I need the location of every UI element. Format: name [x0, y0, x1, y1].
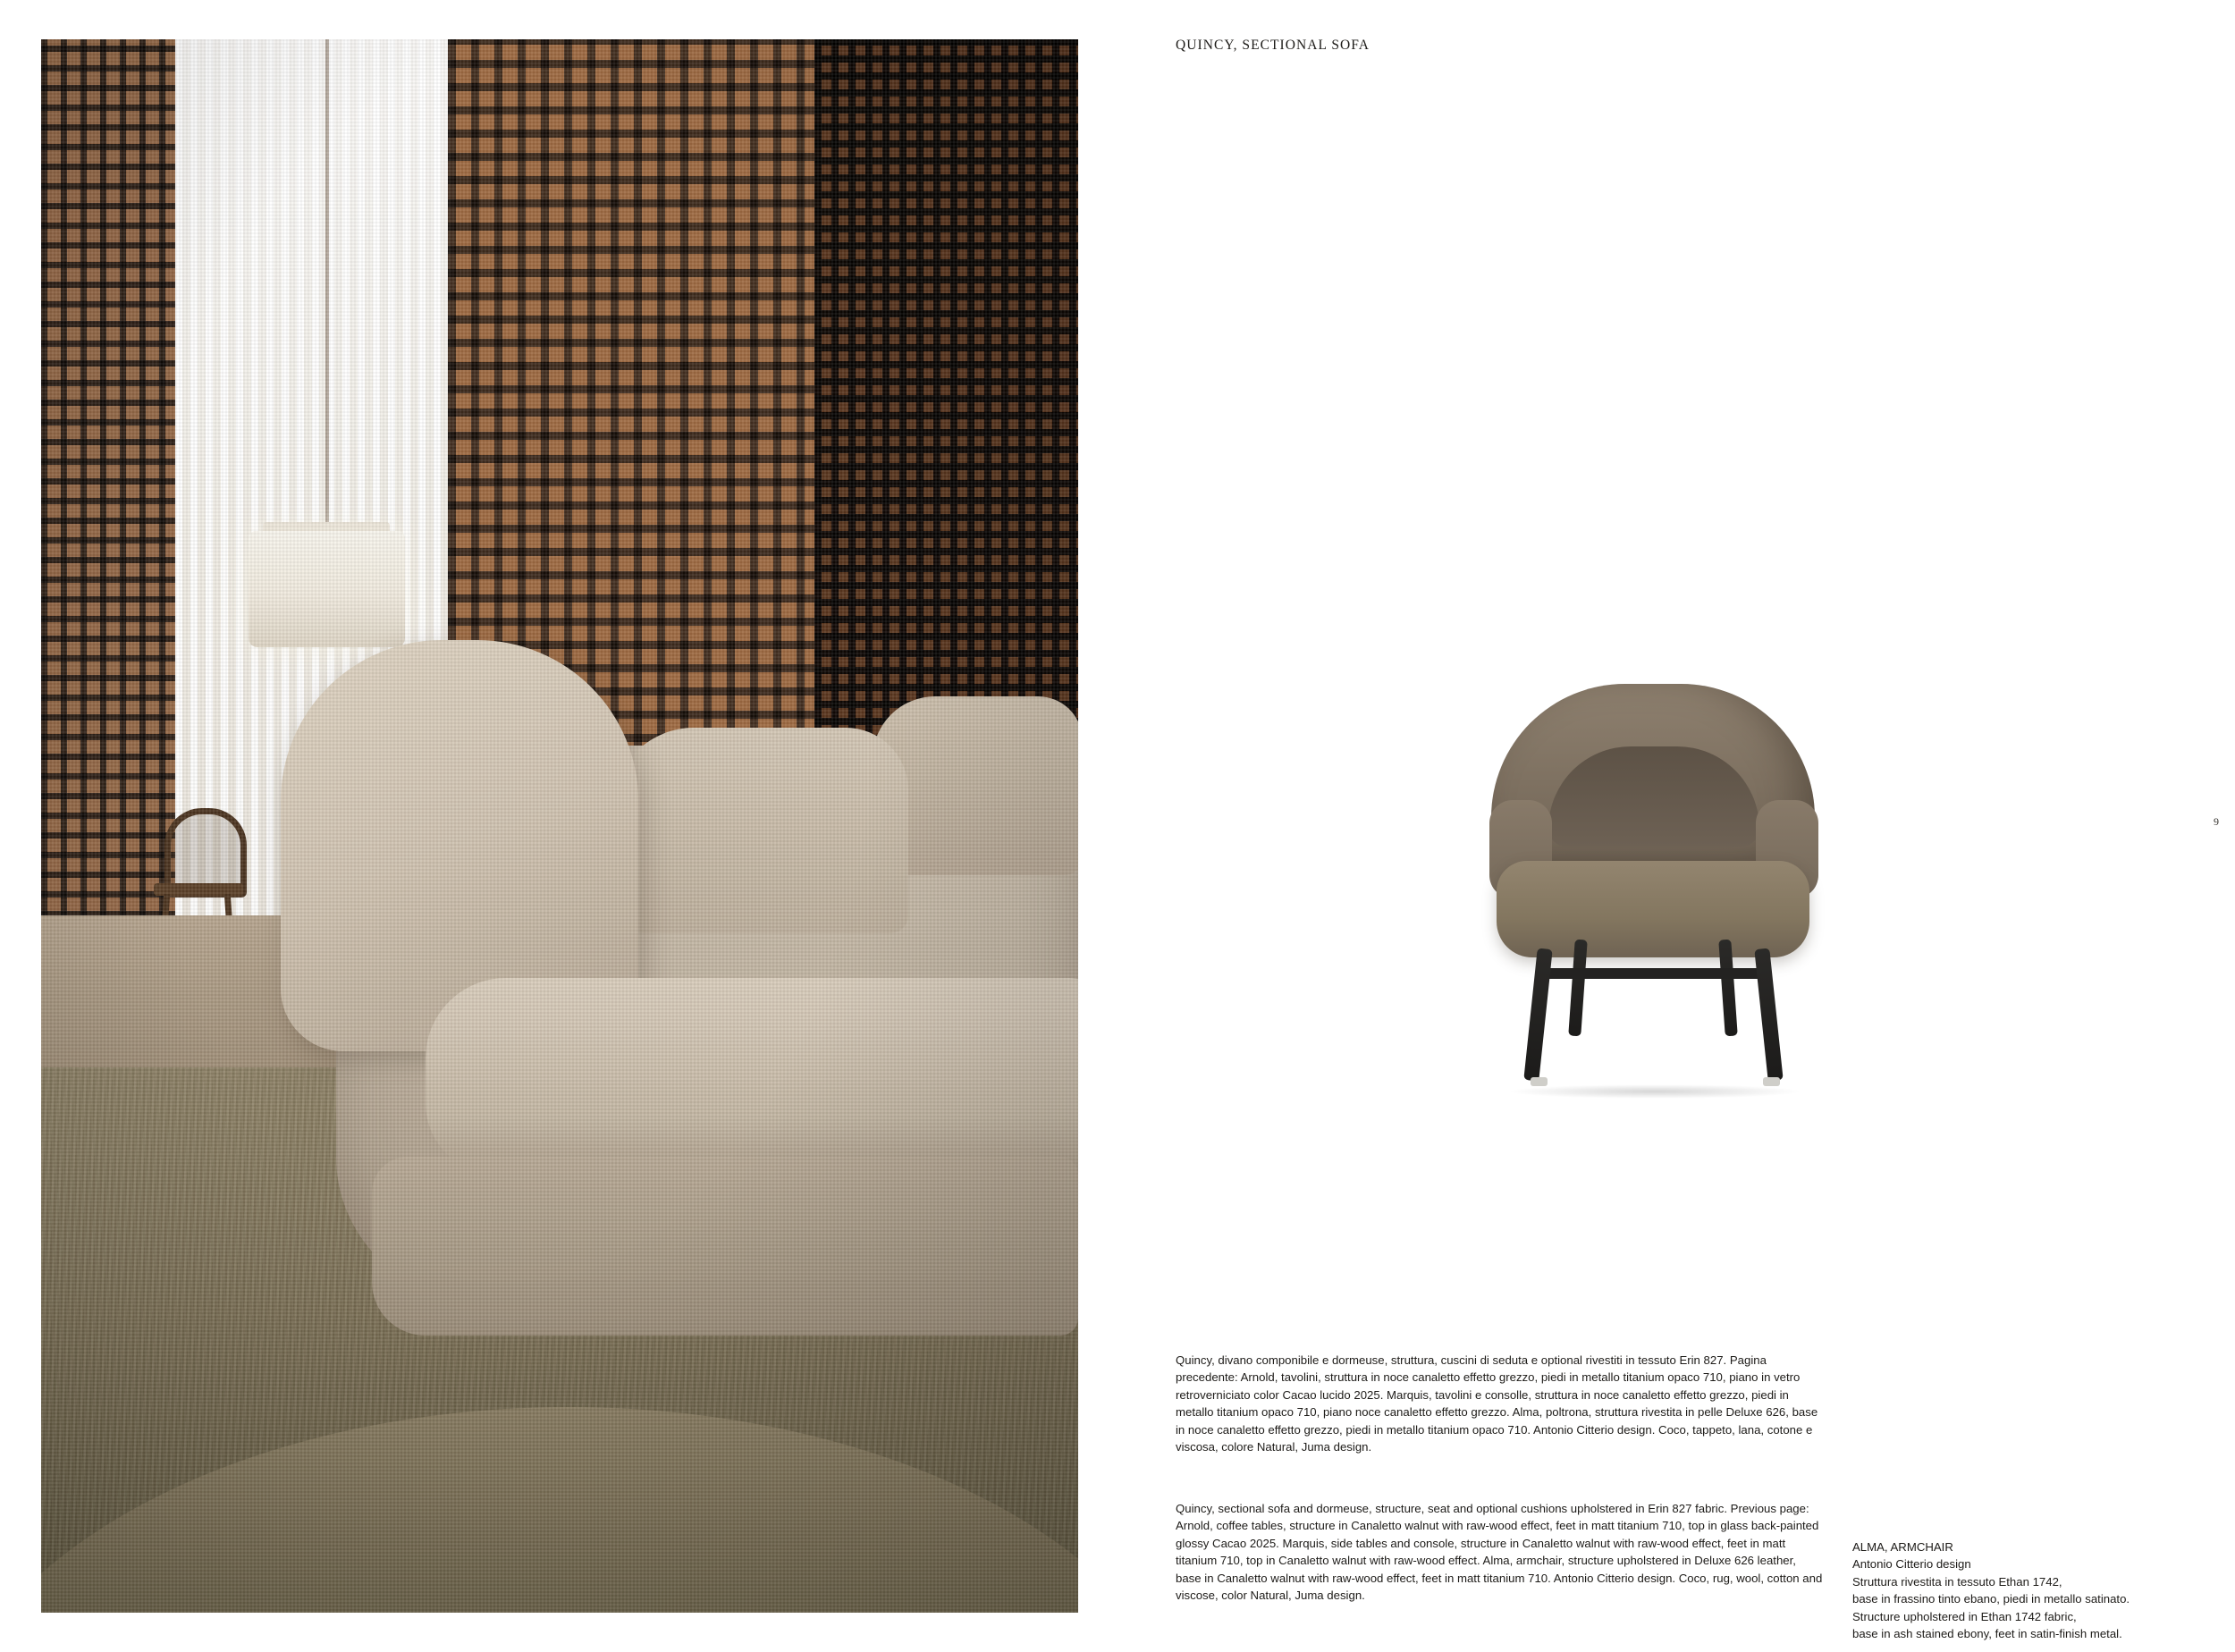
running-head: QUINCY, SECTIONAL SOFA [1176, 38, 1371, 53]
right-page [1118, 0, 2235, 1652]
quincy-sofa-arm [613, 728, 908, 933]
armchair-leg-front-right [1754, 948, 1783, 1082]
product-caption-en-1: Structure upholstered in Ethan 1742 fabric, [1852, 1609, 2077, 1623]
alma-armchair-product-image [1466, 684, 1842, 1104]
interior-photograph [41, 39, 1078, 1613]
armchair-seat-cushion [1497, 861, 1809, 957]
product-caption-designer: Antonio Citterio design [1852, 1557, 1971, 1572]
product-caption-en-2: base in ash stained ebony, feet in satin-finish metal. [1852, 1627, 2122, 1641]
armchair-leg-front-left [1523, 948, 1552, 1082]
product-caption [1852, 1538, 2210, 1642]
quincy-sofa-base [372, 1157, 1078, 1336]
pendant-lamp-shade [249, 531, 405, 647]
armchair-drop-shadow [1507, 1084, 1802, 1099]
product-caption-title: ALMA, ARMCHAIR [1852, 1540, 1953, 1554]
armchair-cross-rail [1543, 968, 1765, 979]
caption-italian: Quincy, divano componibile e dormeuse, struttura, cuscini di seduta e optional rivestiti in tessuto Erin 827. Pagina precedente: Arnold, tavolini, struttura in noce canaletto effetto grezzo, piedi in metallo titanium opaco 710, piano in vetro retroverniciato color Cacao lucido 2025. Marquis, tavolini e consolle, struttura in noce canaletto effetto grezzo, piedi in metallo titanium opaco 710, piano noce canaletto effetto grezzo. Alma, poltrona, struttura rivestita in pelle Deluxe 626, base in noce canaletto effetto grezzo, piedi in metallo titanium opaco 710. Antonio Citterio design. Coco, tappeto, lana, cotone e viscosa, colore Natural, Juma design. [1176, 1353, 1818, 1454]
pendant-lamp-cord [325, 39, 329, 535]
quincy-sofa-seat-cushion [426, 978, 1078, 1175]
photo-content [41, 39, 1078, 1613]
page-number: 9 [2214, 815, 2219, 828]
product-caption-it-2: base in frassino tinto ebano, piedi in metallo satinato. [1852, 1592, 2130, 1606]
product-caption-it-1: Struttura rivestita in tessuto Ethan 1742, [1852, 1574, 2062, 1589]
caption-english: Quincy, sectional sofa and dormeuse, structure, seat and optional cushions upholstered in Erin 827 fabric. Previous page: Arnold, coffee tables, structure in Canaletto walnut with raw-wood effect, feet in matt titanium 710, top in glass back-painted glossy Cacao 2025. Marquis, side tables and console, structure in Canaletto walnut with raw-wood effect, feet in matt titanium 710, top in Canaletto walnut with raw-wood effect. Alma, armchair, structure upholstered in Deluxe 626 leather, base in Canaletto walnut with raw-wood effect, feet in matt titanium 710. Antonio Citterio design. Coco, rug, wool, cotton and viscose, color Natural, Juma design. [1176, 1502, 1823, 1603]
